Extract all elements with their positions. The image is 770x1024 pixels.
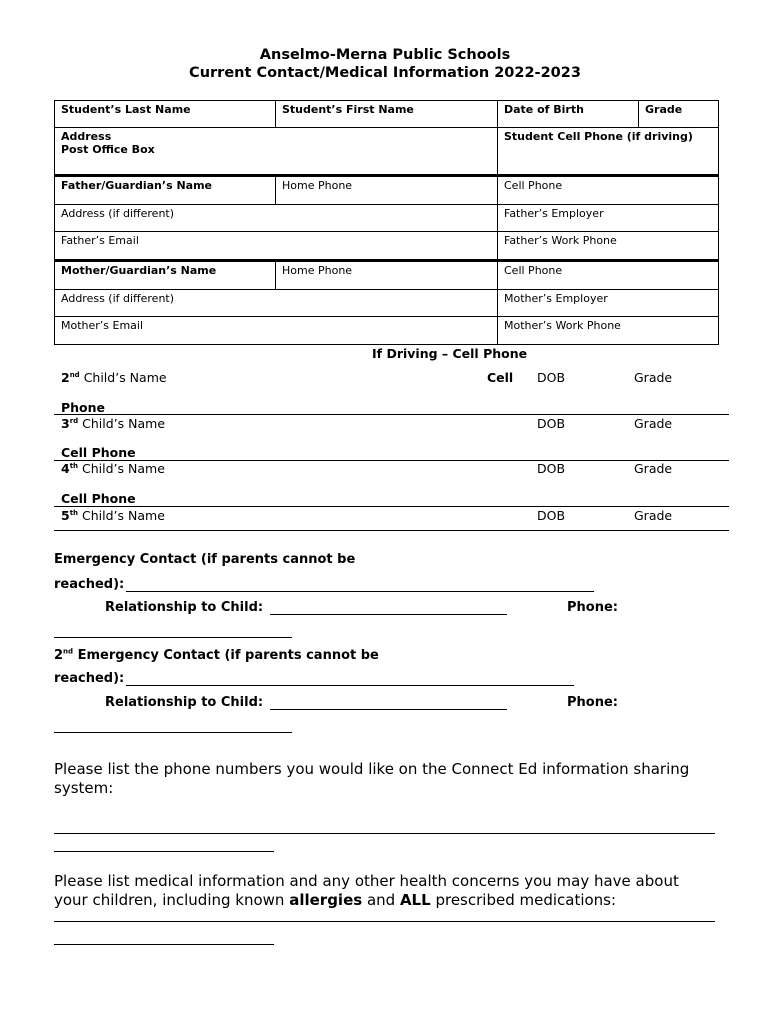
- label: Cell Phone: [504, 179, 563, 192]
- address-field[interactable]: [54, 127, 498, 176]
- label: Date of Birth: [504, 103, 584, 116]
- line: system:: [54, 779, 114, 797]
- allergies-emphasis: allergies: [289, 891, 363, 909]
- connect-ed-input-line-1[interactable]: [54, 833, 715, 834]
- mother-address-field[interactable]: [54, 289, 498, 317]
- ordinal-suffix: th: [69, 508, 79, 517]
- father-employer-field[interactable]: [497, 204, 719, 232]
- phone-label: Phone:: [567, 695, 618, 710]
- po-box-label: Post Office Box: [61, 143, 155, 156]
- ordinal: 5: [61, 508, 70, 523]
- child-2-name-field[interactable]: [61, 370, 167, 385]
- mother-name-field[interactable]: [54, 261, 276, 290]
- child-4-dob-field[interactable]: DOB: [537, 461, 566, 476]
- divider: [54, 414, 729, 415]
- text: your children, including known: [54, 891, 290, 909]
- label: Cell Phone: [504, 264, 563, 277]
- text: and: [362, 891, 400, 909]
- form-title: Current Contact/Medical Information 2022-2023: [189, 65, 581, 81]
- line: Please list medical information and any other health concerns you may have about: [54, 872, 679, 890]
- cell-label: Cell: [487, 370, 514, 385]
- ordinal-suffix: nd: [69, 370, 80, 379]
- ordinal: 2: [54, 648, 64, 663]
- label: Father’s Email: [61, 234, 139, 247]
- father-work-phone-field[interactable]: [497, 231, 719, 260]
- label: Mother’s Employer: [504, 292, 608, 305]
- child-3-name-field[interactable]: [61, 416, 165, 431]
- ordinal-suffix: th: [69, 461, 79, 470]
- label: Home Phone: [282, 179, 353, 192]
- emergency-contact-label: Emergency Contact (if parents cannot be: [54, 552, 356, 567]
- emergency-contact-input[interactable]: [126, 591, 594, 592]
- student-first-name-field[interactable]: [275, 100, 498, 128]
- cell-phone-label: Cell Phone: [61, 445, 136, 460]
- label: Child’s Name: [83, 370, 167, 385]
- driving-header: If Driving – Cell Phone: [372, 346, 528, 361]
- medical-input-line-2[interactable]: [54, 944, 274, 945]
- child-5-dob-field[interactable]: DOB: [537, 508, 566, 523]
- second-emergency-contact-input[interactable]: [126, 685, 574, 686]
- text: prescribed medications:: [430, 891, 617, 909]
- father-address-field[interactable]: [54, 204, 498, 232]
- label: Child’s Name: [82, 416, 166, 431]
- second-emergency-phone-input[interactable]: [54, 732, 292, 733]
- relationship-input[interactable]: [270, 614, 507, 615]
- label: Child’s Name: [82, 508, 165, 523]
- relationship-label: Relationship to Child:: [105, 600, 264, 615]
- all-emphasis: ALL: [399, 891, 431, 909]
- mother-home-phone-field[interactable]: [275, 261, 498, 290]
- emergency-phone-input[interactable]: [54, 637, 292, 638]
- label: Emergency Contact (if parents cannot be: [77, 648, 379, 663]
- address-label: Address: [61, 130, 112, 143]
- date-of-birth-field[interactable]: [497, 100, 639, 128]
- ordinal-suffix: rd: [69, 416, 79, 425]
- father-cell-phone-field[interactable]: [497, 176, 719, 205]
- child-4-grade-field[interactable]: Grade: [634, 461, 673, 476]
- connect-ed-prompt: [54, 760, 724, 798]
- reached-label: reached):: [54, 577, 125, 592]
- label: Grade: [645, 103, 683, 116]
- label: Student’s Last Name: [61, 103, 191, 116]
- mother-email-field[interactable]: [54, 316, 498, 345]
- label: Mother’s Work Phone: [504, 319, 621, 332]
- label: Address (if different): [61, 292, 175, 305]
- ordinal: 3: [61, 416, 70, 431]
- divider: [54, 506, 729, 507]
- label: Student Cell Phone (if driving): [504, 130, 693, 143]
- mother-work-phone-field[interactable]: [497, 316, 719, 345]
- label: Father’s Employer: [504, 207, 604, 220]
- label: Student’s First Name: [282, 103, 414, 116]
- second-relationship-input[interactable]: [270, 709, 507, 710]
- connect-ed-input-line-2[interactable]: [54, 851, 274, 852]
- phone-label: Phone:: [567, 600, 618, 615]
- ordinal-suffix: nd: [63, 647, 74, 656]
- label: Child’s Name: [82, 461, 165, 476]
- child-4-name-field[interactable]: [61, 461, 165, 476]
- father-email-field[interactable]: [54, 231, 498, 260]
- medical-prompt: [54, 872, 724, 910]
- reached-label: reached):: [54, 671, 125, 686]
- student-last-name-field[interactable]: [54, 100, 276, 128]
- label: Father’s Work Phone: [504, 234, 617, 247]
- line: [54, 891, 724, 910]
- child-5-name-field[interactable]: [61, 508, 165, 523]
- ordinal: 2: [61, 370, 70, 385]
- line: Please list the phone numbers you would like on the Connect Ed information sharing: [54, 760, 690, 778]
- relationship-label: Relationship to Child:: [105, 695, 264, 710]
- label: Home Phone: [282, 264, 353, 277]
- student-cell-phone-field[interactable]: [497, 127, 719, 176]
- cell-phone-label: Cell Phone: [61, 491, 136, 506]
- second-emergency-contact-label: [54, 648, 379, 663]
- child-5-grade-field[interactable]: Grade: [634, 508, 673, 523]
- grade-field[interactable]: [638, 100, 719, 128]
- child-2-grade-field[interactable]: Grade: [634, 370, 673, 385]
- child-3-dob-field[interactable]: DOB: [537, 416, 566, 431]
- child-3-grade-field[interactable]: Grade: [634, 416, 673, 431]
- label: Mother/Guardian’s Name: [61, 264, 217, 277]
- medical-input-line-1[interactable]: [54, 921, 715, 922]
- mother-cell-phone-field[interactable]: [497, 261, 719, 290]
- phone-label: Phone: [61, 400, 106, 415]
- label: Mother’s Email: [61, 319, 144, 332]
- father-home-phone-field[interactable]: [275, 176, 498, 205]
- school-name: Anselmo-Merna Public Schools: [259, 47, 511, 63]
- child-2-dob-field[interactable]: DOB: [537, 370, 566, 385]
- label: Father/Guardian’s Name: [61, 179, 212, 192]
- mother-employer-field[interactable]: [497, 289, 719, 317]
- label: Address (if different): [61, 207, 175, 220]
- ordinal: 4: [61, 461, 70, 476]
- divider: [54, 530, 729, 531]
- father-name-field[interactable]: [54, 176, 276, 205]
